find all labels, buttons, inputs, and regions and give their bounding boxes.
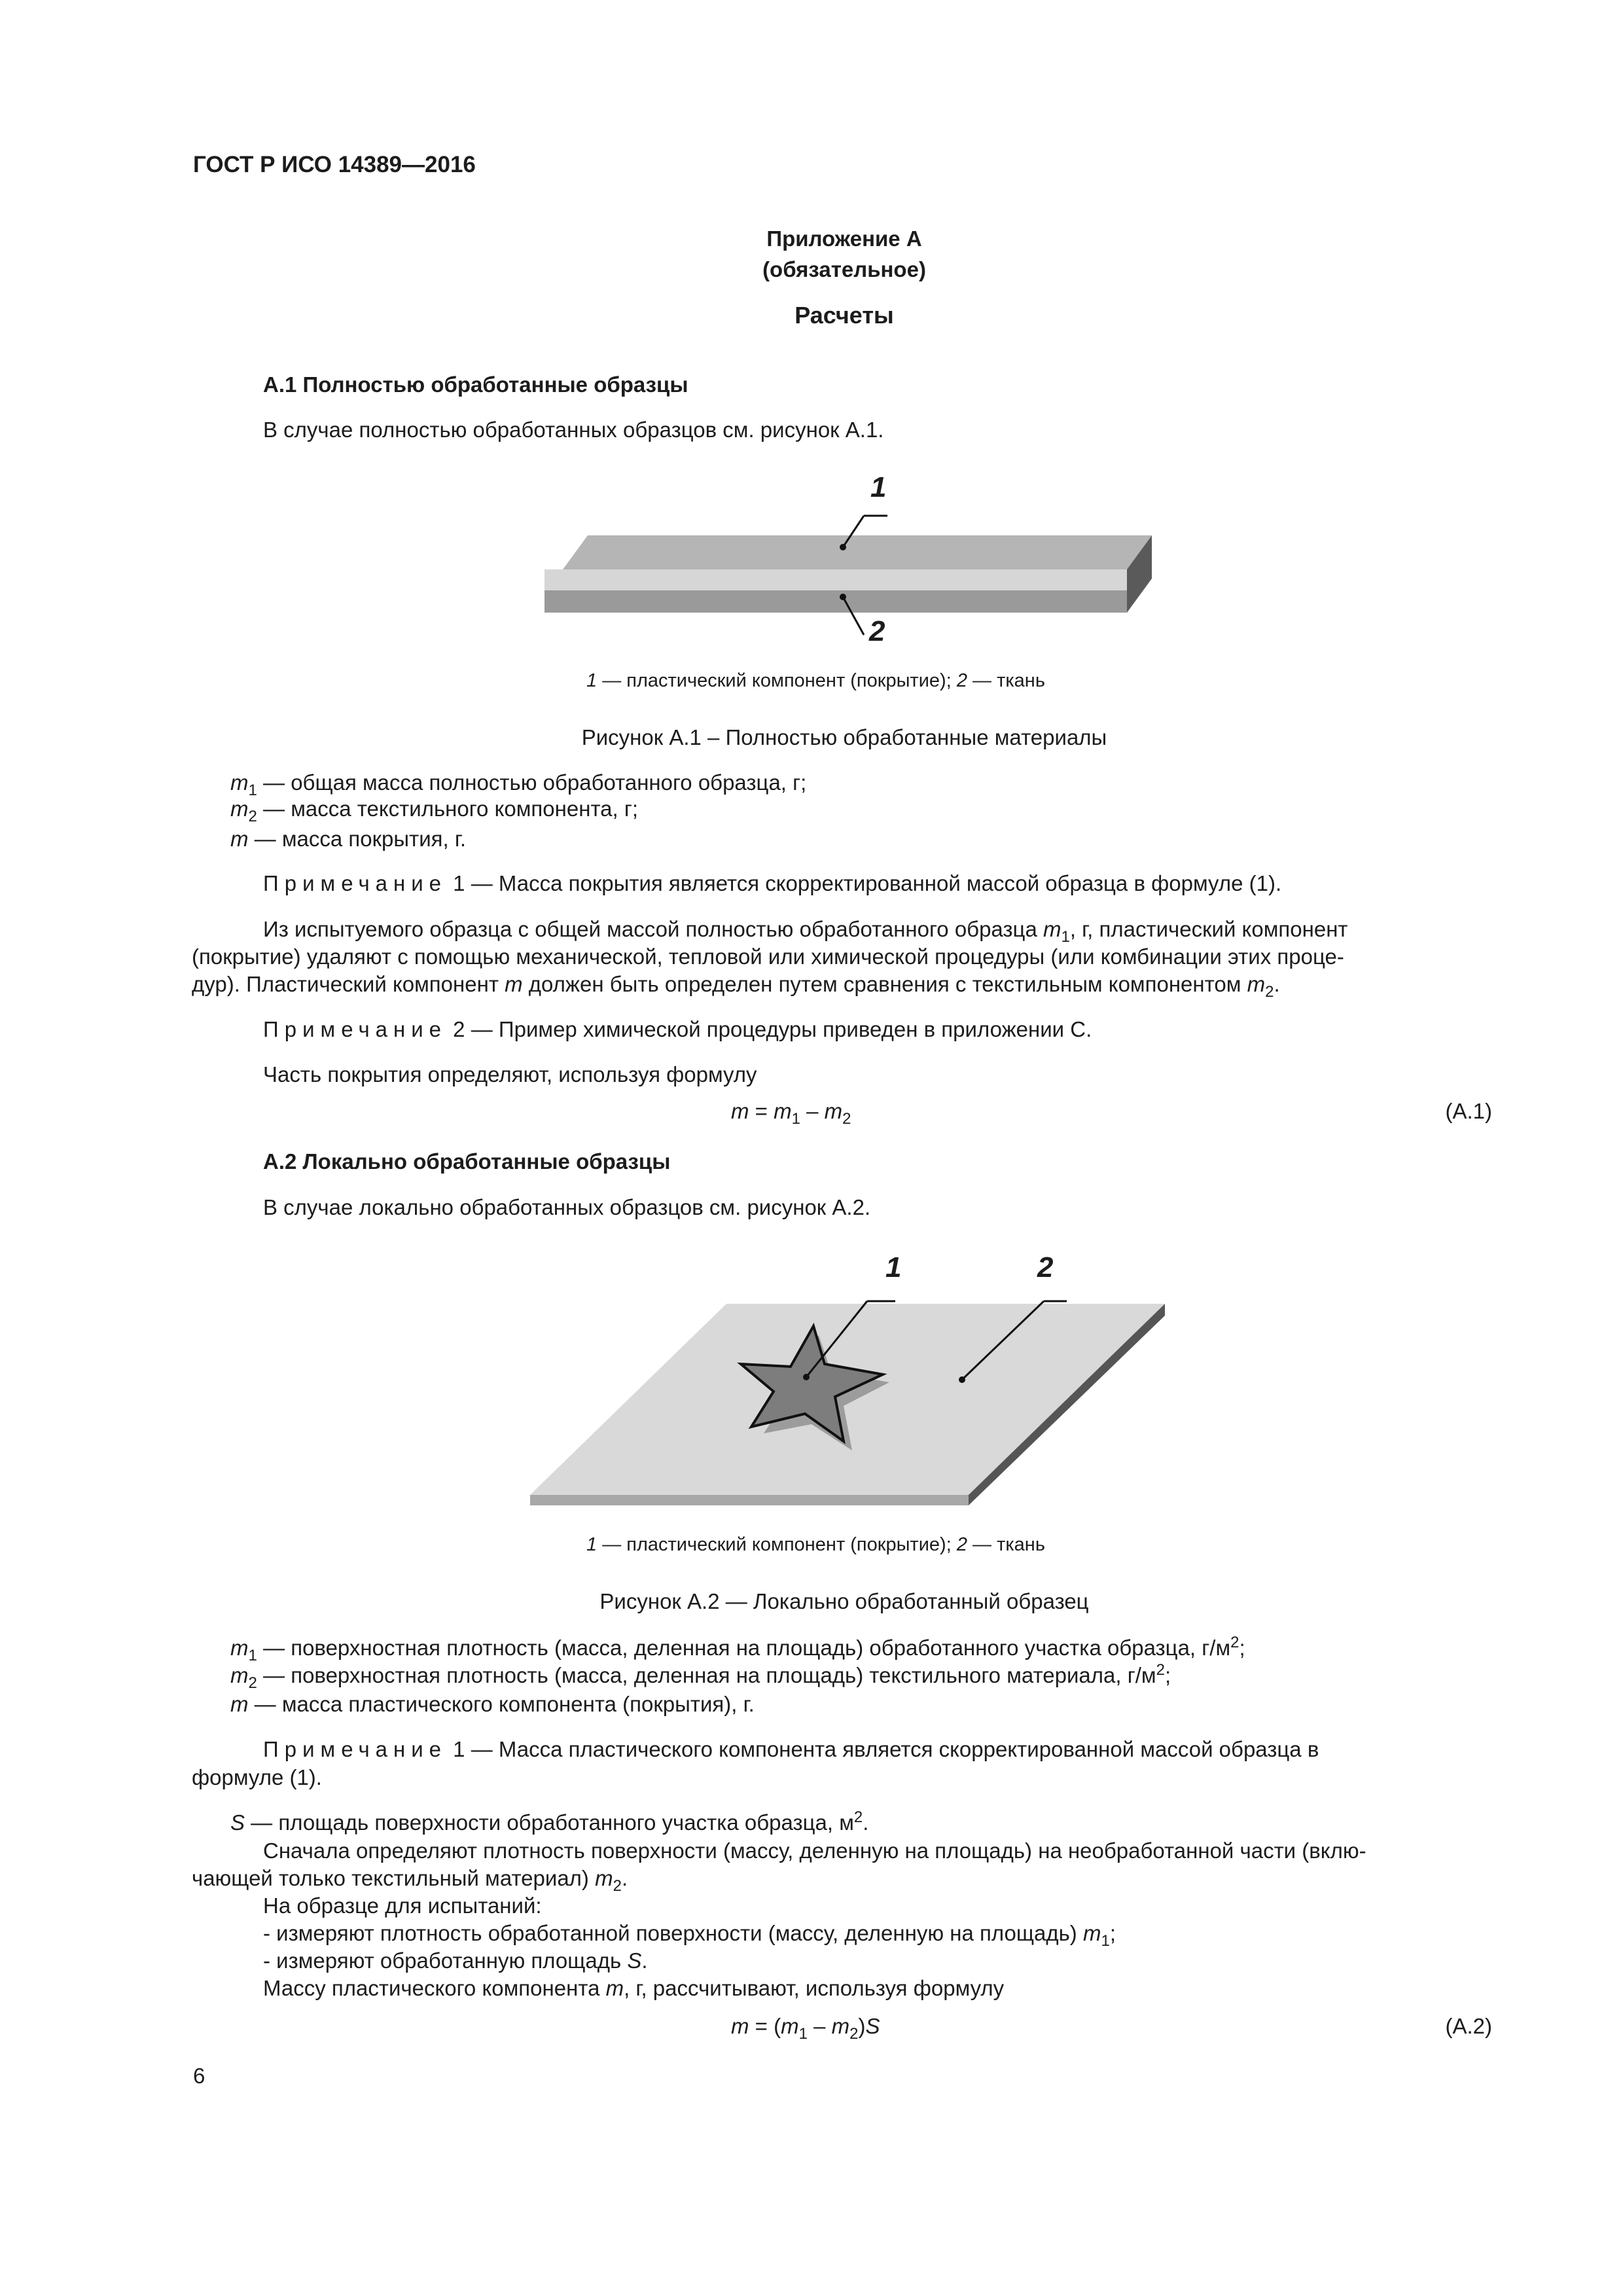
figure-a1-label-2: 2 <box>869 615 885 647</box>
note-a2-1-line-1: Примечание 1 — Масса пластического компонента является скорректированной массой образца в <box>263 1737 1319 1761</box>
formula-a1-intro: Часть покрытия определяют, используя формулу <box>263 1062 757 1086</box>
section-a2-intro: В случае локально обработанных образцов см. рисунок А.2. <box>263 1195 871 1219</box>
figure-a2-legend: 1 — пластический компонент (покрытие); 2 — ткань <box>586 1534 1045 1555</box>
paragraph-a2-line-1: Сначала определяют плотность поверхности (массу, деленную на площадь) на необработанной части (вклю- <box>263 1839 1366 1863</box>
step-2: - измеряют обработанную площадь S. <box>263 1948 648 1973</box>
definition-s: S — площадь поверхности обработанного участка образца, $м^2$. <box>230 1808 869 1835</box>
definition-m: m — масса покрытия, г. <box>230 827 467 851</box>
figure-a1-caption: Рисунок А.1 – Полностью обработанные материалы <box>581 725 1107 749</box>
fabric-layer <box>544 590 1127 613</box>
page-number: 6 <box>193 2064 205 2088</box>
document-code: ГОСТ Р ИСО 14389—2016 <box>193 152 476 177</box>
note-1: Примечание 1 — Масса покрытия является скорректированной массой образца в формуле (1). <box>263 871 1282 895</box>
figure-a2-caption: Рисунок А.2 — Локально обработанный образец <box>599 1589 1089 1613</box>
formula-a1-number: (А.1) <box>1445 1099 1492 1123</box>
paragraph-line-1: Из испытуемого образца с общей массой полностью обработанного образца $m_1$, г, пластический компонент <box>263 917 1348 946</box>
definition-m2: $m_2$ — масса текстильного компонента, г; <box>230 797 639 825</box>
calc-intro: Массу пластического компонента m, г, рассчитывают, используя формулу <box>263 1976 1005 2000</box>
figure-a2-drawing <box>510 1237 1191 1538</box>
coating-layer <box>544 569 1127 590</box>
appendix-status: (обязательное) <box>762 257 926 281</box>
figure-a2-label-2: 2 <box>1037 1251 1054 1283</box>
definition-a2-m2: $m_2$ — поверхностная плотность (масса, деленная на площадь) текстильного материала, $г/м^2$; <box>230 1661 1171 1692</box>
formula-a1: $m = m_1 - m_2$ <box>731 1099 851 1128</box>
formula-a2-number: (А.2) <box>1445 2014 1492 2038</box>
definition-a2-m: m — масса пластического компонента (покрытия), г. <box>230 1692 755 1716</box>
coating-top-face <box>563 535 1152 569</box>
figure-a2-label-1: 1 <box>885 1251 902 1283</box>
steps-intro: На образце для испытаний: <box>263 1893 542 1918</box>
step-1: - измеряют плотность обработанной поверхности (массу, деленную на площадь) $m_1$; <box>263 1921 1116 1950</box>
plate-front-edge <box>530 1495 969 1505</box>
formula-a2: $m = (m_1 - m_2)S$ <box>731 2014 880 2043</box>
figure-a1-legend: 1 — пластический компонент (покрытие); 2 — ткань <box>586 670 1045 691</box>
definition-a2-m1: $m_1$ — поверхностная плотность (масса, деленная на площадь) обработанного участка образца, $г/м^2$; <box>230 1634 1245 1664</box>
paragraph-line-3: дур). Пластический компонент m должен быть определен путем сравнения с текстильным компонентом $m_2$. <box>192 972 1280 1001</box>
figure-a1-drawing <box>524 458 1178 668</box>
appendix-name: Расчеты <box>794 302 894 329</box>
note-a2-1-line-2: формуле (1). <box>192 1765 322 1789</box>
section-a1-intro: В случае полностью обработанных образцов см. рисунок А.1. <box>263 418 884 442</box>
appendix-title: Приложение А <box>766 226 922 251</box>
note-2: Примечание 2 — Пример химической процедуры приведен в приложении С. <box>263 1017 1092 1041</box>
paragraph-a2-line-2: чающей только текстильный материал) $m_2$. <box>192 1866 628 1895</box>
section-a1-heading: А.1 Полностью обработанные образцы <box>263 372 688 397</box>
definition-m1: $m_1$ — общая масса полностью обработанного образца, г; <box>230 770 807 799</box>
paragraph-line-2: (покрытие) удаляют с помощью механической, тепловой или химической процедуры (или комбинации этих проце- <box>192 944 1344 969</box>
section-a2-heading: А.2 Локально обработанные образцы <box>263 1149 671 1174</box>
figure-a1-label-1: 1 <box>870 471 887 503</box>
